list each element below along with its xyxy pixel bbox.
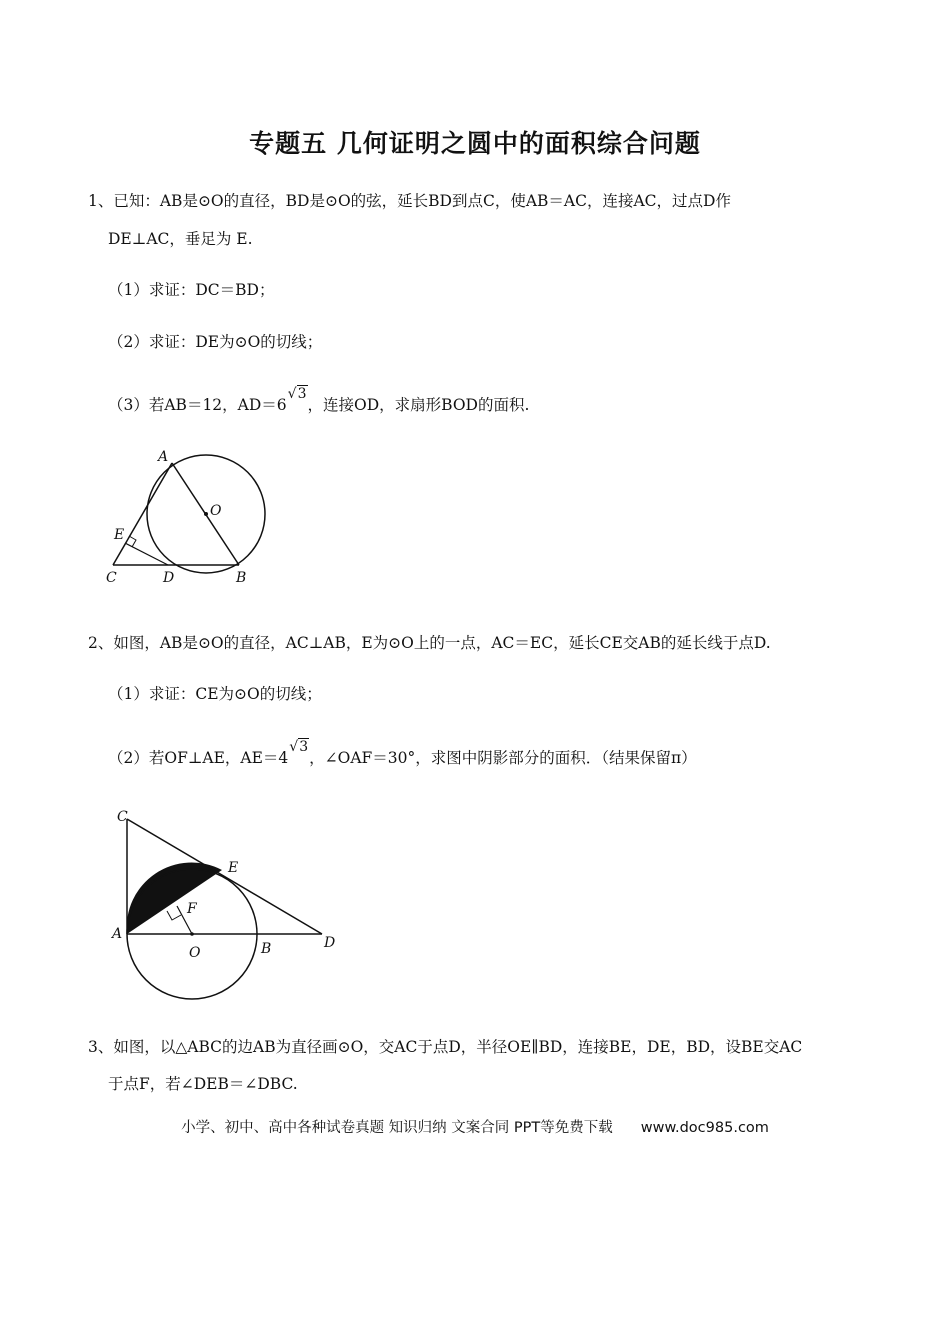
q1-line-ed [125,543,168,565]
q3-stem-line2: 于点F，若∠DEB＝∠DBC. [108,1075,298,1093]
q2-part2 [108,739,697,768]
q1-label-c: C [106,570,117,586]
q1-line-ca [113,463,172,565]
q2-label-a: A [112,926,123,942]
q1-stem-line1: 1、已知：AB是⊙O的直径，BD是⊙O的弦，延长BD到点C，使AB＝AC，连接AC，过点D作 [88,192,731,210]
q1-label-e: E [114,527,125,543]
q1-figure [100,445,280,590]
footer [0,1116,950,1137]
q1-label-b: B [236,570,247,586]
q2-stem: 2、如图，AB是⊙O的直径，AC⊥AB，E为⊙O上的一点，AC＝EC，延长CE交AB的延长线于点D. [88,634,771,652]
q1-part3-start: （3）若AB＝12，AD＝6 [108,396,287,414]
q1-label-a: A [158,449,169,465]
sqrt-symbol: √3 [289,739,309,755]
q2-label-o: O [189,945,201,961]
sqrt-symbol: √3 [287,386,307,402]
q2-label-c: C [117,809,128,825]
q1-stem-line2: DE⊥AC，垂足为 E. [108,230,253,248]
q1-part1: （1）求证：DC＝BD； [108,281,275,299]
q2-shaded-segment [127,862,222,934]
q1-part3 [108,386,530,415]
q2-sqrt-radicand: 3 [299,739,309,755]
footer-text: 小学、初中、高中各种试卷真题 知识归纳 文案合同 PPT等免费下载 [181,1120,613,1136]
q1-label-d: D [163,570,175,586]
q2-label-d: D [324,935,336,951]
q3-stem-line1: 3、如图，以△ABC的边AB为直径画⊙O，交AC于点D，半径OE∥BD，连接BE，DE，BD，设BE交AC [88,1038,803,1056]
q2-part1: （1）求证：CE为⊙O的切线； [108,685,322,703]
q2-right-angle-mark [167,911,181,920]
q2-figure [105,805,350,1005]
q2-label-f: F [187,901,197,917]
q1-label-o: O [210,503,222,519]
q2-part2-end: ，∠OAF＝30°，求图中阴影部分的面积．（结果保留π） [309,749,697,767]
q2-label-b: B [261,941,272,957]
q1-part3-end: ，连接OD，求扇形BOD的面积. [307,396,530,414]
q1-part2: （2）求证：DE为⊙O的切线； [108,333,323,351]
footer-site-link[interactable]: www.doc985.com [640,1120,769,1136]
q1-sqrt-radicand: 3 [297,386,307,402]
page-title: 专题五 几何证明之圆中的面积综合问题 [249,129,701,158]
q2-center-dot [190,932,194,936]
q1-center-dot [204,512,208,516]
q2-part2-start: （2）若OF⊥AE，AE＝4 [108,749,289,767]
q2-label-e: E [228,860,239,876]
